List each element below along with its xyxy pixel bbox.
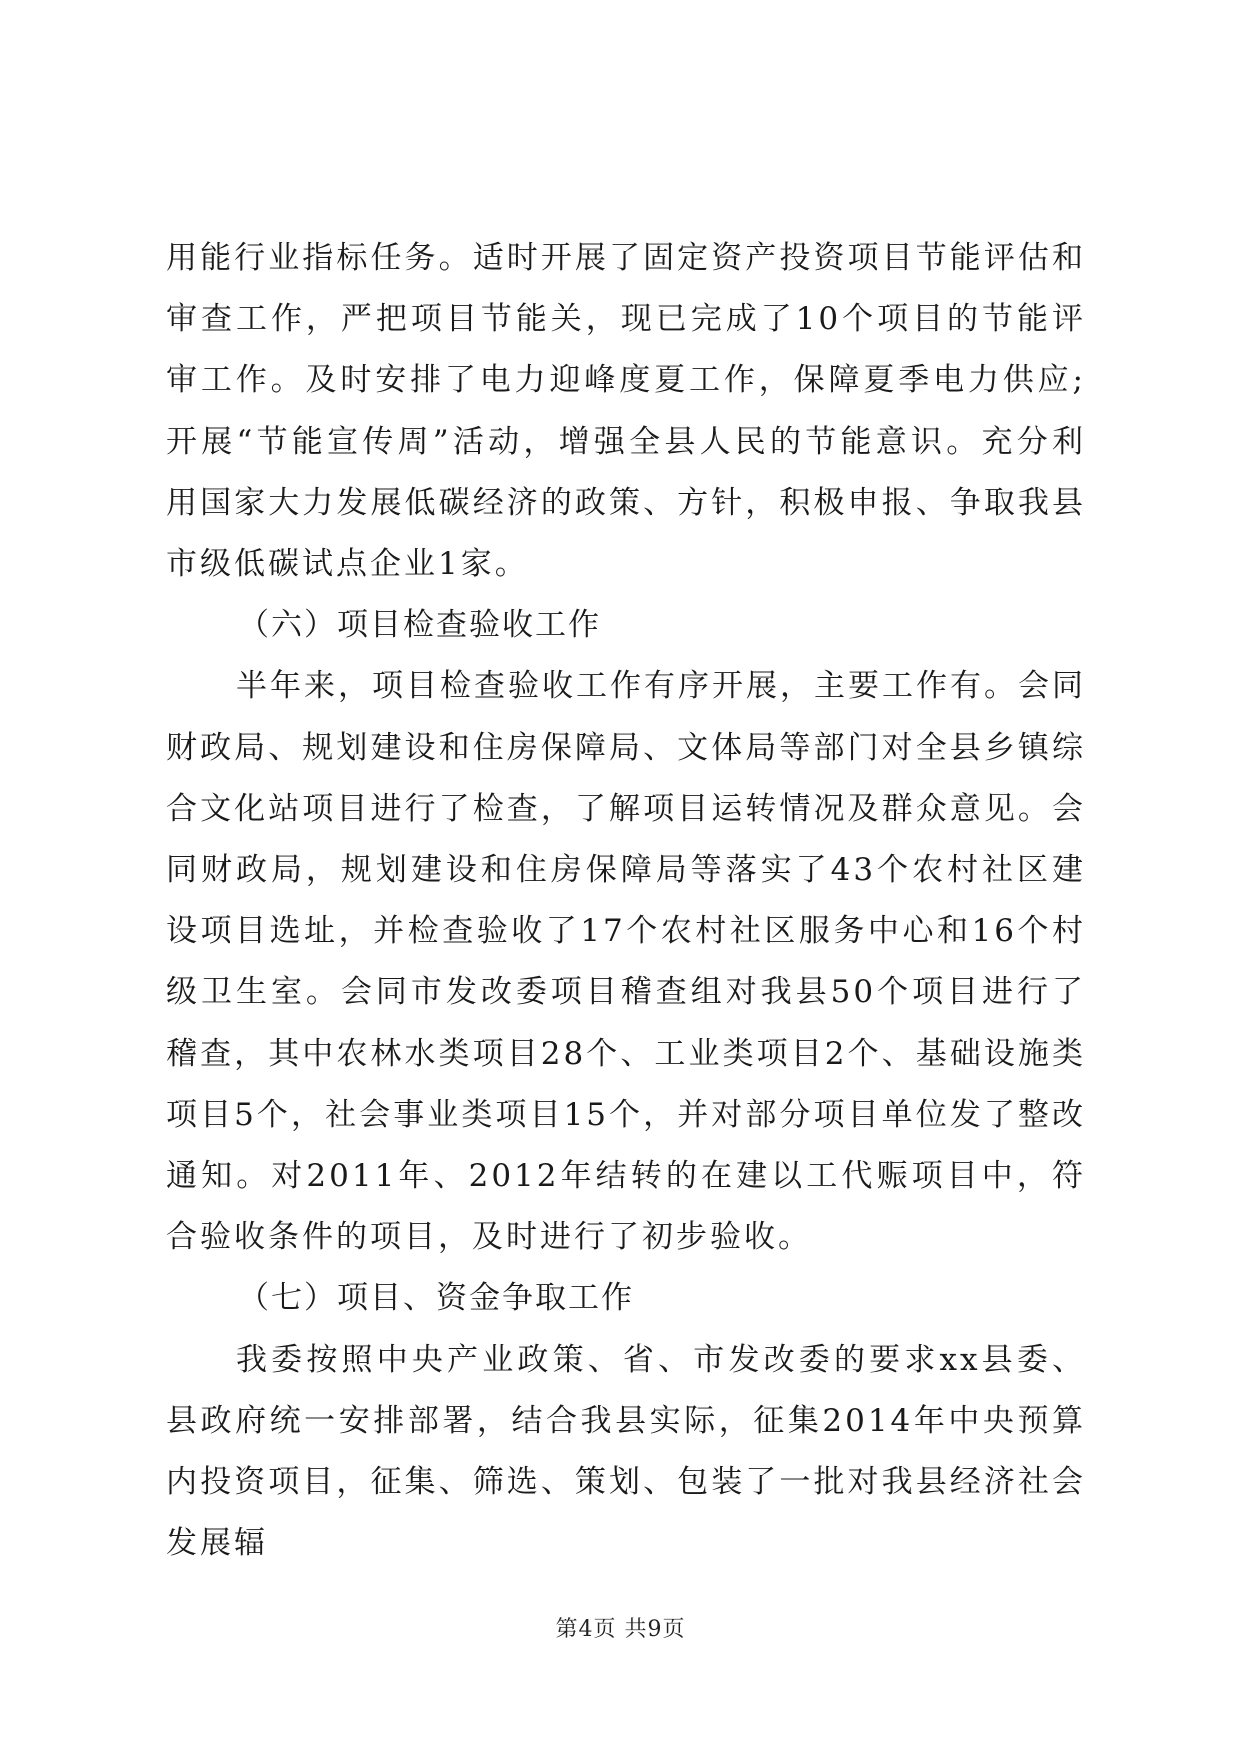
page-number-footer: 第4页 共9页 [555,1617,686,1642]
section-heading-6: （六）项目检查验收工作 [238,607,601,644]
section-heading-7: （七）项目、资金争取工作 [238,1280,634,1317]
paragraph-inspection-acceptance: 半年来，项目检查验收工作有序开展，主要工作有。会同财政局、规划建设和住房保障局、文体局等部门对全县乡镇综合文化站项目进行了检查，了解项目运转情况及群众意见。会同财政局，规划建设和住房保障局等落实了43个农村社区建设项目选址，并检查验收了17个农村社区服务中心和16个村级卫生室。会同市发改委项目稽查组对我县50个项目进行了稽查，其中农林水类项目28个、工业类项目2个、基础设施类项目5个，社会事业类项目15个，并对部分项目单位发了整改通知。对2011年、2012年结转的在建以工代赈项目中，符合验收条件的项目，及时进行了初步验收。 [166,668,1086,1256]
paragraph-funding: 我委按照中央产业政策、省、市发改委的要求xx县委、县政府统一安排部署，结合我县实际，征集2014年中央预算内投资项目，征集、筛选、策划、包装了一批对我县经济社会发展辐 [166,1341,1086,1562]
document-body [166,228,1086,1574]
paragraph-energy-saving: 用能行业指标任务。适时开展了固定资产投资项目节能评估和审查工作，严把项目节能关，现已完成了10个项目的节能评审工作。及时安排了电力迎峰度夏工作，保障夏季电力供应;开展“节能宣传周”活动，增强全县人民的节能意识。充分利用国家大力发展低碳经济的政策、方针，积极申报、争取我县市级低碳试点企业1家。 [166,240,1086,583]
